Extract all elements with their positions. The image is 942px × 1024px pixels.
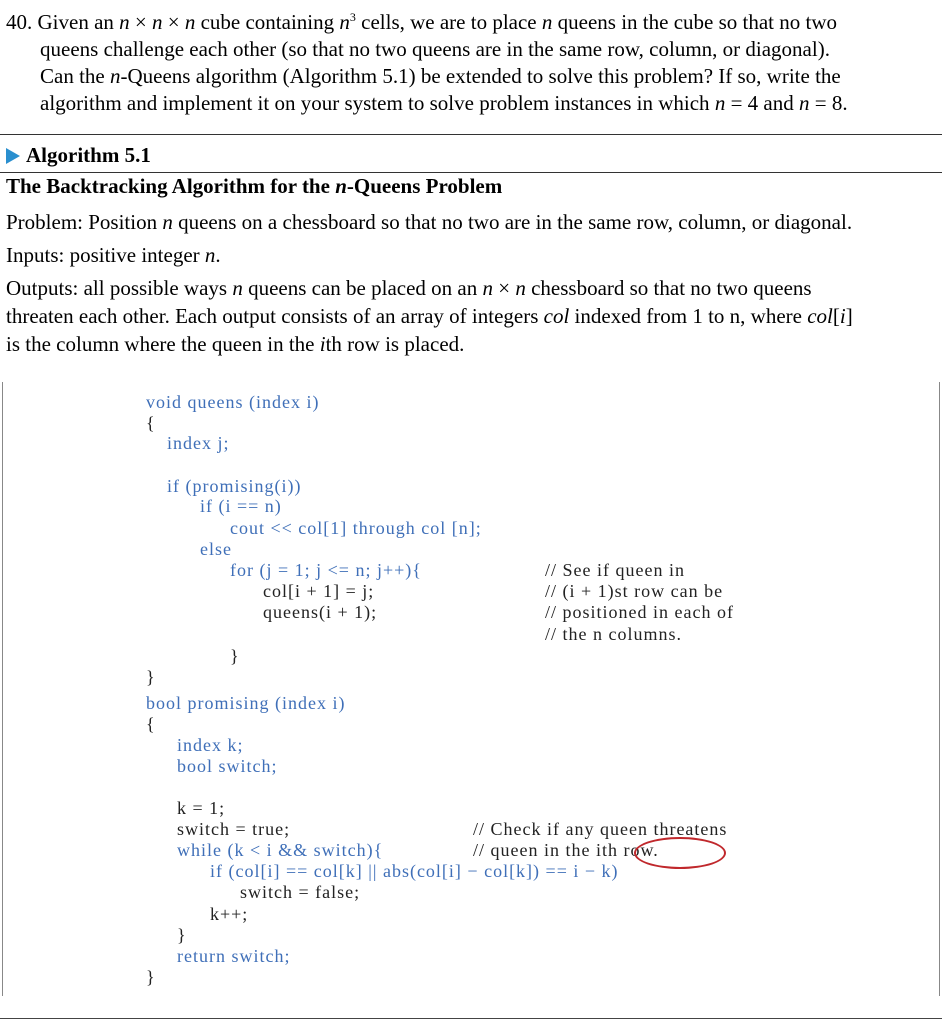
code-comment: // (i + 1)st row can be: [545, 581, 724, 601]
bottom-divider: [0, 1018, 942, 1019]
code-line: bool switch;: [177, 756, 278, 776]
red-circle-annotation: [634, 837, 726, 869]
problem-line-4: algorithm and implement it on your system to solve problem instances in which n = 4 and n = 8.: [40, 91, 848, 115]
algorithm-label: Algorithm 5.1: [6, 143, 151, 168]
code-line: {: [146, 413, 156, 433]
problem-statement: [6, 4, 934, 117]
code-line: void queens (index i): [146, 392, 320, 412]
code-line: index k;: [177, 735, 244, 755]
code-line: for (j = 1; j <= n; j++){: [230, 560, 422, 580]
code-line: if (col[i] == col[k] || abs(col[i] − col[k]) == i − k): [210, 861, 619, 881]
code-comment: // See if queen in: [545, 560, 685, 580]
algorithm-outputs: Outputs: all possible ways n queens can be placed on an n × n chessboard so that no two queens threaten each other. Each output consists of an array of integers col indexed from 1 to n, where col[i] is the column where the queen in the ith row is placed.: [6, 276, 853, 356]
problem-line-3: Can the n-Queens algorithm (Algorithm 5.1) be extended to solve this problem? If so, write the: [40, 64, 841, 88]
code-line: }: [146, 667, 156, 687]
code-comment: // queen in the ith row.: [473, 840, 659, 860]
algorithm-title: The Backtracking Algorithm for the n-Queens Problem: [6, 174, 503, 198]
code-line: switch = true;: [177, 819, 291, 839]
code-line: else: [200, 539, 232, 559]
section-divider: [0, 134, 942, 135]
algorithm-problem: Problem: Position n queens on a chessboard so that no two are in the same row, column, or diagonal.: [6, 210, 853, 234]
code-line: switch = false;: [240, 882, 361, 902]
code-line: while (k < i && switch){: [177, 840, 384, 860]
algorithm-inputs: Inputs: positive integer n.: [6, 243, 221, 267]
code-line: if (i == n): [200, 496, 282, 516]
code-line: col[i + 1] = j;: [263, 581, 375, 601]
code-line: k++;: [210, 904, 249, 924]
code-comment: // positioned in each of: [545, 602, 734, 622]
code-line: }: [230, 646, 240, 666]
algorithm-divider: [0, 172, 942, 173]
code-line: bool promising (index i): [146, 693, 346, 713]
code-line: {: [146, 714, 156, 734]
code-line: return switch;: [177, 946, 291, 966]
code-line: queens(i + 1);: [263, 602, 378, 622]
code-line: }: [146, 967, 156, 987]
problem-line-2: queens challenge each other (so that no two queens are in the same row, column, or diagonal).: [40, 37, 830, 61]
code-line: if (promising(i)): [167, 476, 302, 496]
problem-line-1: 40. Given an n × n × n cube containing $n^3$ cells, we are to place n queens in the cube so that no two: [6, 10, 837, 34]
code-figure: [2, 382, 940, 996]
play-triangle-icon: [6, 148, 20, 164]
code-comment: // the n columns.: [545, 624, 682, 644]
code-line: }: [177, 925, 187, 945]
code-comment: // Check if any queen threatens: [473, 819, 728, 839]
code-line: index j;: [167, 433, 230, 453]
code-line: cout << col[1] through col [n];: [230, 518, 482, 538]
code-line: k = 1;: [177, 798, 226, 818]
